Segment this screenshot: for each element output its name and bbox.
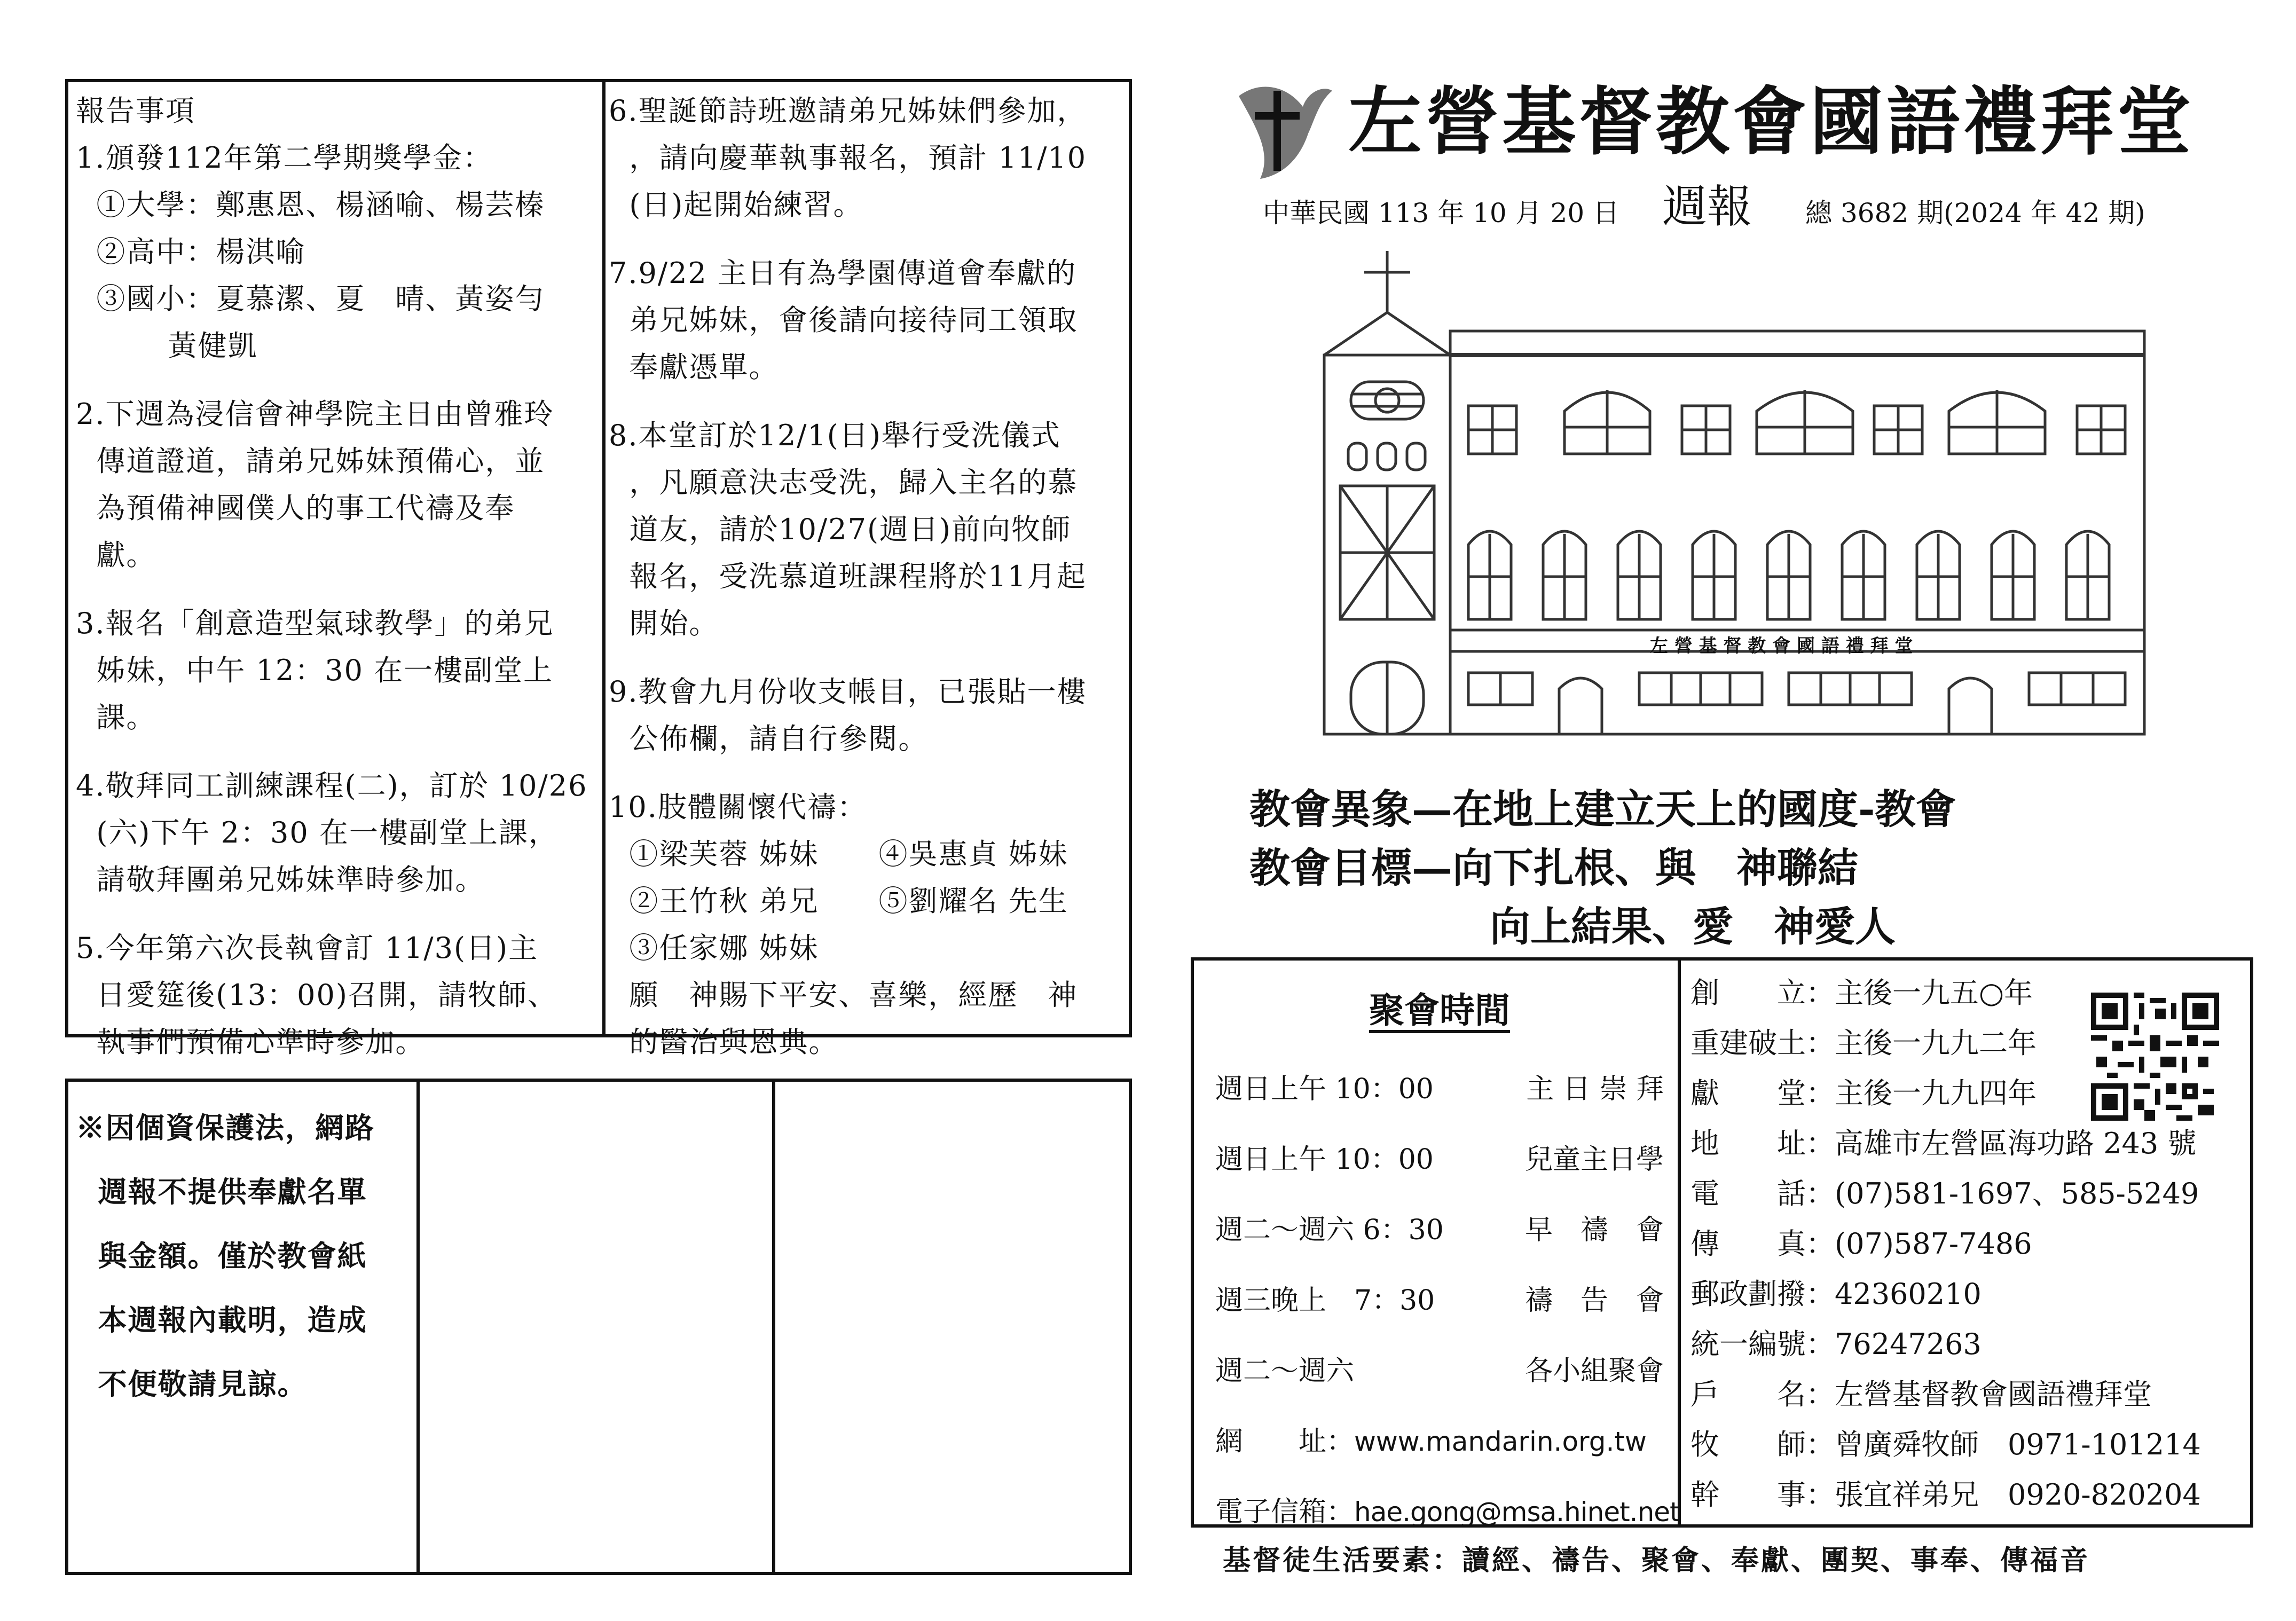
- announcement-line: 公佈欄，請自行參閱。: [609, 722, 929, 756]
- header-meta: [1263, 171, 2203, 233]
- paragraph-gap: [76, 903, 599, 925]
- meeting-row: [1215, 1195, 1664, 1265]
- paragraph-gap: [76, 369, 599, 391]
- announcement-line: 姊妹，中午 12：30 在一樓副堂上: [76, 654, 554, 687]
- paragraph-gap: [609, 391, 1130, 412]
- meetings-info-box: [1191, 957, 2253, 1528]
- announcement-line: 報告事項: [76, 94, 195, 128]
- bulletin-issue: 總 3682 期(2024 年 42 期): [1805, 198, 2145, 229]
- announcement-line: 8.本堂訂於12/1(日)舉行受洗儀式: [609, 419, 1061, 452]
- meeting-name: 禱 告 會: [1524, 1285, 1664, 1317]
- church-logo-icon: [1228, 75, 1335, 182]
- announcement-line: 開始。: [609, 607, 719, 640]
- announcement-line: ，請向慶華執事報名，預計 11/10: [609, 141, 1087, 175]
- bulletin-date: 中華民國 113 年 10 月 20 日: [1263, 198, 1620, 229]
- meetings-section: [1215, 982, 1680, 1547]
- website-row: [1215, 1406, 1664, 1477]
- announcement-line: ，凡願意決志受洗，歸入主名的慕: [609, 466, 1078, 499]
- announcement-line: 弟兄姊妹，會後請向接待同工領取: [609, 303, 1078, 337]
- meeting-name: 各小組聚會: [1524, 1355, 1664, 1387]
- announcement-line: 執事們預備心準時參加。: [76, 1025, 426, 1059]
- notes-divider-2: [772, 1082, 775, 1572]
- announcement-line: 1.頒發112年第二學期獎學金：: [76, 141, 493, 175]
- announcement-line: 奉獻憑單。: [609, 350, 779, 384]
- privacy-notice-line: 週報不提供奉獻名單: [76, 1175, 367, 1209]
- paragraph-gap: [609, 762, 1130, 784]
- church-goal: 教會目標—向下扎根、與 神聯結: [1249, 844, 1858, 892]
- church-info-row: 牧 師：曾廣舜牧師 0971-101214: [1690, 1428, 2201, 1461]
- meetings-info-divider: [1678, 961, 1681, 1524]
- website-link[interactable]: www.mandarin.org.tw: [1354, 1426, 1647, 1457]
- church-goal-continued: 向上結果、愛 神愛人: [1490, 903, 1896, 950]
- meeting-name: 主 日 崇 拜: [1526, 1073, 1664, 1105]
- privacy-notice-line: 本週報內載明，造成: [76, 1303, 367, 1337]
- paragraph-gap: [76, 579, 599, 600]
- meeting-time: 週三晚上 7：30: [1215, 1285, 1435, 1317]
- announcement-line: (六)下午 2：30 在一樓副堂上課，: [76, 816, 559, 849]
- meeting-time: 週日上午 10：00: [1215, 1073, 1434, 1105]
- church-info-row: 統一編號：76247263: [1690, 1327, 1982, 1361]
- church-info-row: 郵政劃撥：42360210: [1690, 1277, 1982, 1311]
- announcement-line: 4.敬拜同工訓練課程(二)，訂於 10/26: [76, 769, 588, 802]
- email-row: [1215, 1477, 1680, 1547]
- meetings-list: [1215, 1054, 1664, 1406]
- church-info-row: 傳 真：(07)587-7486: [1690, 1227, 2032, 1261]
- meeting-time: 週日上午 10：00: [1215, 1144, 1434, 1176]
- notes-box: [65, 1079, 1132, 1575]
- announcements-right-column: [609, 88, 1130, 1059]
- announcement-line: 願 神賜下平安、喜樂，經歷 神: [609, 978, 1078, 1012]
- church-info-row: 創 立：主後一九五○年: [1690, 976, 2033, 1010]
- announcement-line: ②高中：楊淇喻: [76, 235, 306, 269]
- church-name: 左營基督教會國語禮拜堂: [1348, 78, 2195, 165]
- meeting-row: [1215, 1124, 1664, 1195]
- announcement-line: 9.教會九月份收支帳目，已張貼一樓: [609, 675, 1087, 709]
- announcements-left-column: [76, 88, 599, 1059]
- website-label: 網 址：: [1215, 1426, 1355, 1458]
- announcement-line: ①梁芙蓉 姊妹 ④吳惠貞 姊妹: [609, 837, 1068, 871]
- bulletin-label: 週報: [1662, 180, 1752, 233]
- announcement-line: (日)起開始練習。: [609, 188, 863, 222]
- announcements-box: [65, 79, 1132, 1059]
- email-link[interactable]: hae.gong@msa.hinet.net: [1354, 1497, 1680, 1528]
- building-sign: 左 營 基 督 教 會 國 語 禮 拜 堂: [1650, 635, 1913, 657]
- paragraph-gap: [76, 741, 599, 762]
- christian-life-essentials: 基督徒生活要素：讀經、禱告、聚會、奉獻、團契、事奉、傳福音: [1223, 1544, 2090, 1577]
- announcement-line: 傳道證道，請弟兄姊妹預備心，並: [76, 444, 545, 478]
- announcement-line: ②王竹秋 弟兄 ⑤劉耀名 先生: [609, 884, 1068, 918]
- announcement-line: ③國小：夏慕潔、夏 晴、黃姿勻: [76, 282, 545, 316]
- announcement-line: 課。: [76, 701, 156, 734]
- meeting-row: [1215, 1054, 1664, 1124]
- announcement-line: 5.今年第六次長執會訂 11/3(日)主: [76, 931, 539, 965]
- announcement-line: 7.9/22 主日有為學園傳道會奉獻的: [609, 256, 1076, 290]
- meeting-row: [1215, 1336, 1664, 1406]
- church-info-row: 獻 堂：主後一九九四年: [1690, 1076, 2036, 1110]
- announcement-line: 黃健凱: [76, 329, 258, 363]
- privacy-notice: [76, 1096, 412, 1416]
- privacy-notice-line: 與金額。僅於教會紙: [76, 1239, 367, 1273]
- church-info-row: 戶 名：左營基督教會國語禮拜堂: [1690, 1378, 2152, 1411]
- church-info-row: 電 話：(07)581-1697、585-5249: [1690, 1177, 2199, 1210]
- announcements-divider: [602, 82, 606, 1034]
- announcement-line: 為預備神國僕人的事工代禱及奉: [76, 491, 515, 525]
- announcement-line: ③任家娜 姊妹: [609, 931, 819, 965]
- announcement-line: ①大學：鄭惠恩、楊涵喻、楊芸榛: [76, 188, 545, 222]
- announcement-line: 6.聖誕節詩班邀請弟兄姊妹們參加，: [609, 94, 1087, 128]
- church-vision: 教會異象—在地上建立天上的國度-教會: [1249, 785, 1956, 833]
- email-label: 電子信箱：: [1215, 1496, 1355, 1528]
- meeting-time: 週二～週六 6：30: [1215, 1214, 1444, 1246]
- meeting-name: 兒童主日學: [1524, 1144, 1664, 1176]
- notes-divider-1: [416, 1082, 420, 1572]
- announcement-line: 報名，受洗慕道班課程將於11月起: [609, 560, 1087, 593]
- paragraph-gap: [609, 229, 1130, 250]
- privacy-notice-line: 不便敬請見諒。: [76, 1367, 308, 1401]
- announcement-line: 2.下週為浸信會神學院主日由曾雅玲: [76, 397, 554, 431]
- announcement-line: 的醫治與恩典。: [609, 1025, 839, 1059]
- privacy-notice-line: ※因個資保護法，網路: [76, 1111, 375, 1145]
- meeting-name: 早 禱 會: [1524, 1214, 1664, 1246]
- church-info-row: 地 址：高雄市左營區海功路 243 號: [1690, 1127, 2197, 1160]
- meeting-row: [1215, 1265, 1664, 1336]
- paragraph-gap: [609, 647, 1130, 668]
- announcement-line: 日愛筵後(13：00)召開，請牧師、: [76, 978, 557, 1012]
- announcement-line: 請敬拜團弟兄姊妹準時參加。: [76, 863, 485, 896]
- announcement-line: 10.肢體關懷代禱：: [609, 790, 867, 824]
- announcement-line: 3.報名「創意造型氣球教學」的弟兄: [76, 607, 554, 640]
- announcement-line: 道友，請於10/27(週日)前向牧師: [609, 513, 1072, 546]
- church-info-row: 重建破土：主後一九九二年: [1690, 1026, 2036, 1060]
- church-building-illustration: [1319, 246, 2152, 737]
- church-info-row: 幹 事：張宜祥弟兄 0920-820204: [1690, 1478, 2201, 1512]
- meetings-title: 聚會時間: [1369, 989, 1510, 1031]
- qr-code-icon: [2091, 993, 2219, 1121]
- announcement-line: 獻。: [76, 538, 156, 572]
- meeting-time: 週二～週六: [1215, 1355, 1355, 1387]
